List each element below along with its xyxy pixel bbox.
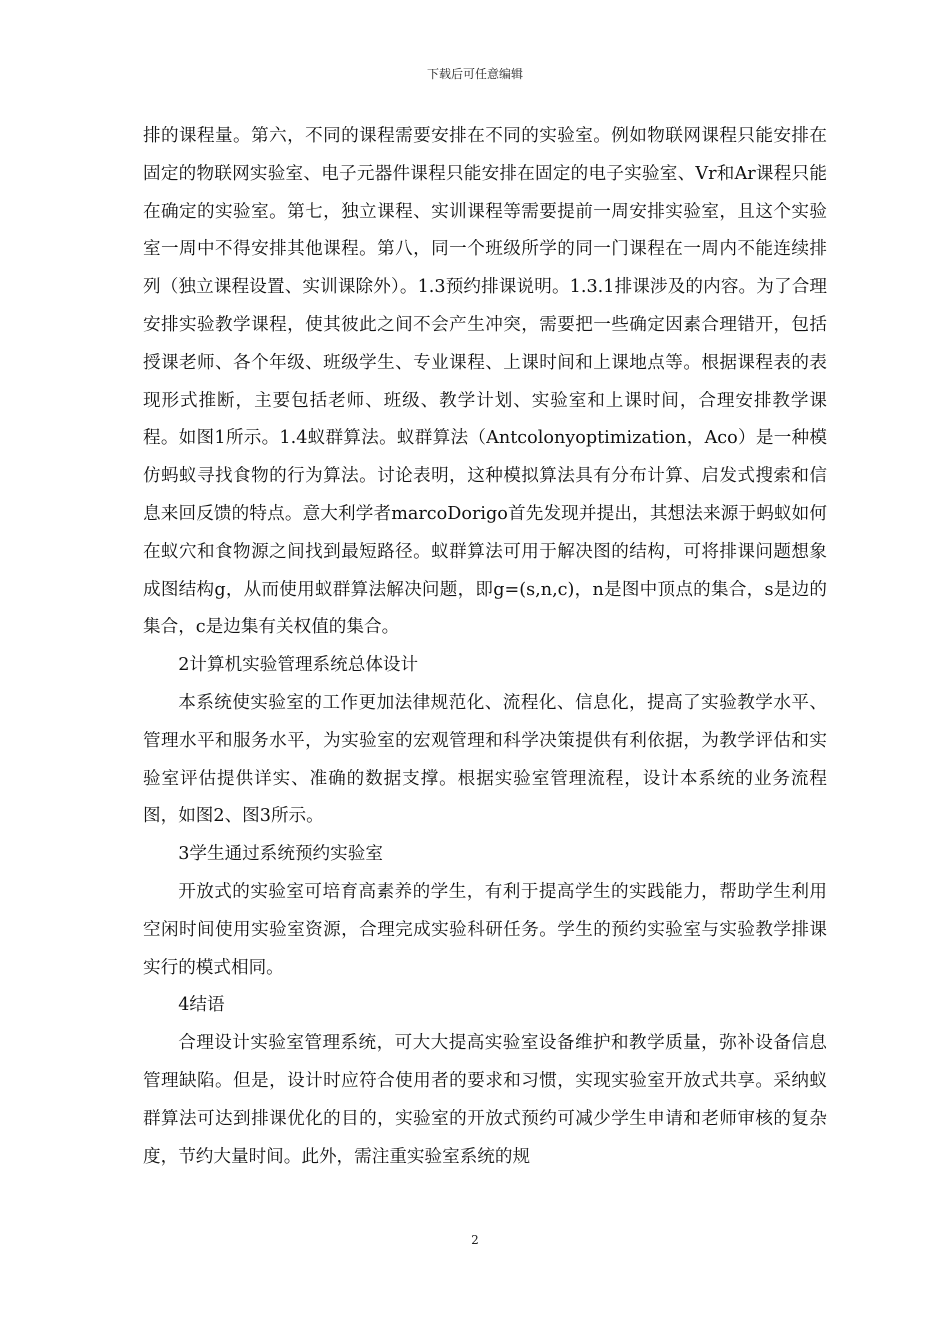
section-heading: 3学生通过系统预约实验室: [178, 844, 383, 865]
page-header: 下载后可任意编辑: [426, 67, 523, 81]
page-number: 2: [471, 1233, 479, 1247]
body-paragraph: 开放式的实验室可培育高素养的学生，有利于提高学生的实践能力，帮助学生利用空闲时间使用实验室资源，合理完成实验科研任务。学生的预约实验室与实验教学排课实行的模式相同。: [143, 881, 827, 978]
section-heading: 4结语: [178, 995, 225, 1016]
section-heading: 2计算机实验管理系统总体设计: [178, 655, 419, 676]
body-paragraph: 合理设计实验室管理系统，可大大提高实验室设备维护和教学质量，弥补设备信息管理缺陷。但是，设计时应符合使用者的要求和习惯，实现实验室开放式共享。采纳蚁群算法可达到排课优化的目的，实验室的开放式预约可减少学生申请和老师审核的复杂度，节约大量时间。此外，需注重实验室系统的规: [143, 1033, 827, 1167]
document-body: [143, 118, 827, 1176]
body-paragraph: 排的课程量。第六，不同的课程需要安排在不同的实验室。例如物联网课程只能安排在固定的物联网实验室、电子元器件课程只能安排在固定的电子实验室、Vr和Ar课程只能在确定的实验室。第七，独立课程、实训课程等需要提前一周安排实验室，且这个实验室一周中不得安排其他课程。第八，同一个班级所学的同一门课程在一周内不能连续排列（独立课程设置、实训课除外）。1.3预约排课说明。1.3.1排课涉及的内容。为了合理安排实验教学课程，使其彼此之间不会产生冲突，需要把一些确定因素合理错开，包括授课老师、各个年级、班级学生、专业课程、上课时间和上课地点等。根据课程表的表现形式推断，主要包括老师、班级、教学计划、实验室和上课时间，合理安排教学课程。如图1所示。1.4蚁群算法。蚁群算法（Antcolonyoptimization，Aco）是一种模仿蚂蚁寻找食物的行为算法。讨论表明，这种模拟算法具有分布计算、启发式搜索和信息来回反馈的特点。意大利学者marcoDorigo首先发现并提出，其想法来源于蚂蚁如何在蚁穴和食物源之间找到最短路径。蚁群算法可用于解决图的结构，可将排课问题想象成图结构g，从而使用蚁群算法解决问题，即g=(s,n,c)，n是图中顶点的集合，s是边的集合，c是边集有关权值的集合。: [143, 126, 827, 638]
body-paragraph: 本系统使实验室的工作更加法律规范化、流程化、信息化，提高了实验教学水平、管理水平和服务水平，为实验室的宏观管理和科学决策提供有利依据，为教学评估和实验室评估提供详实、准确的数据支撑。根据实验室管理流程，设计本系统的业务流程图，如图2、图3所示。: [143, 692, 827, 827]
